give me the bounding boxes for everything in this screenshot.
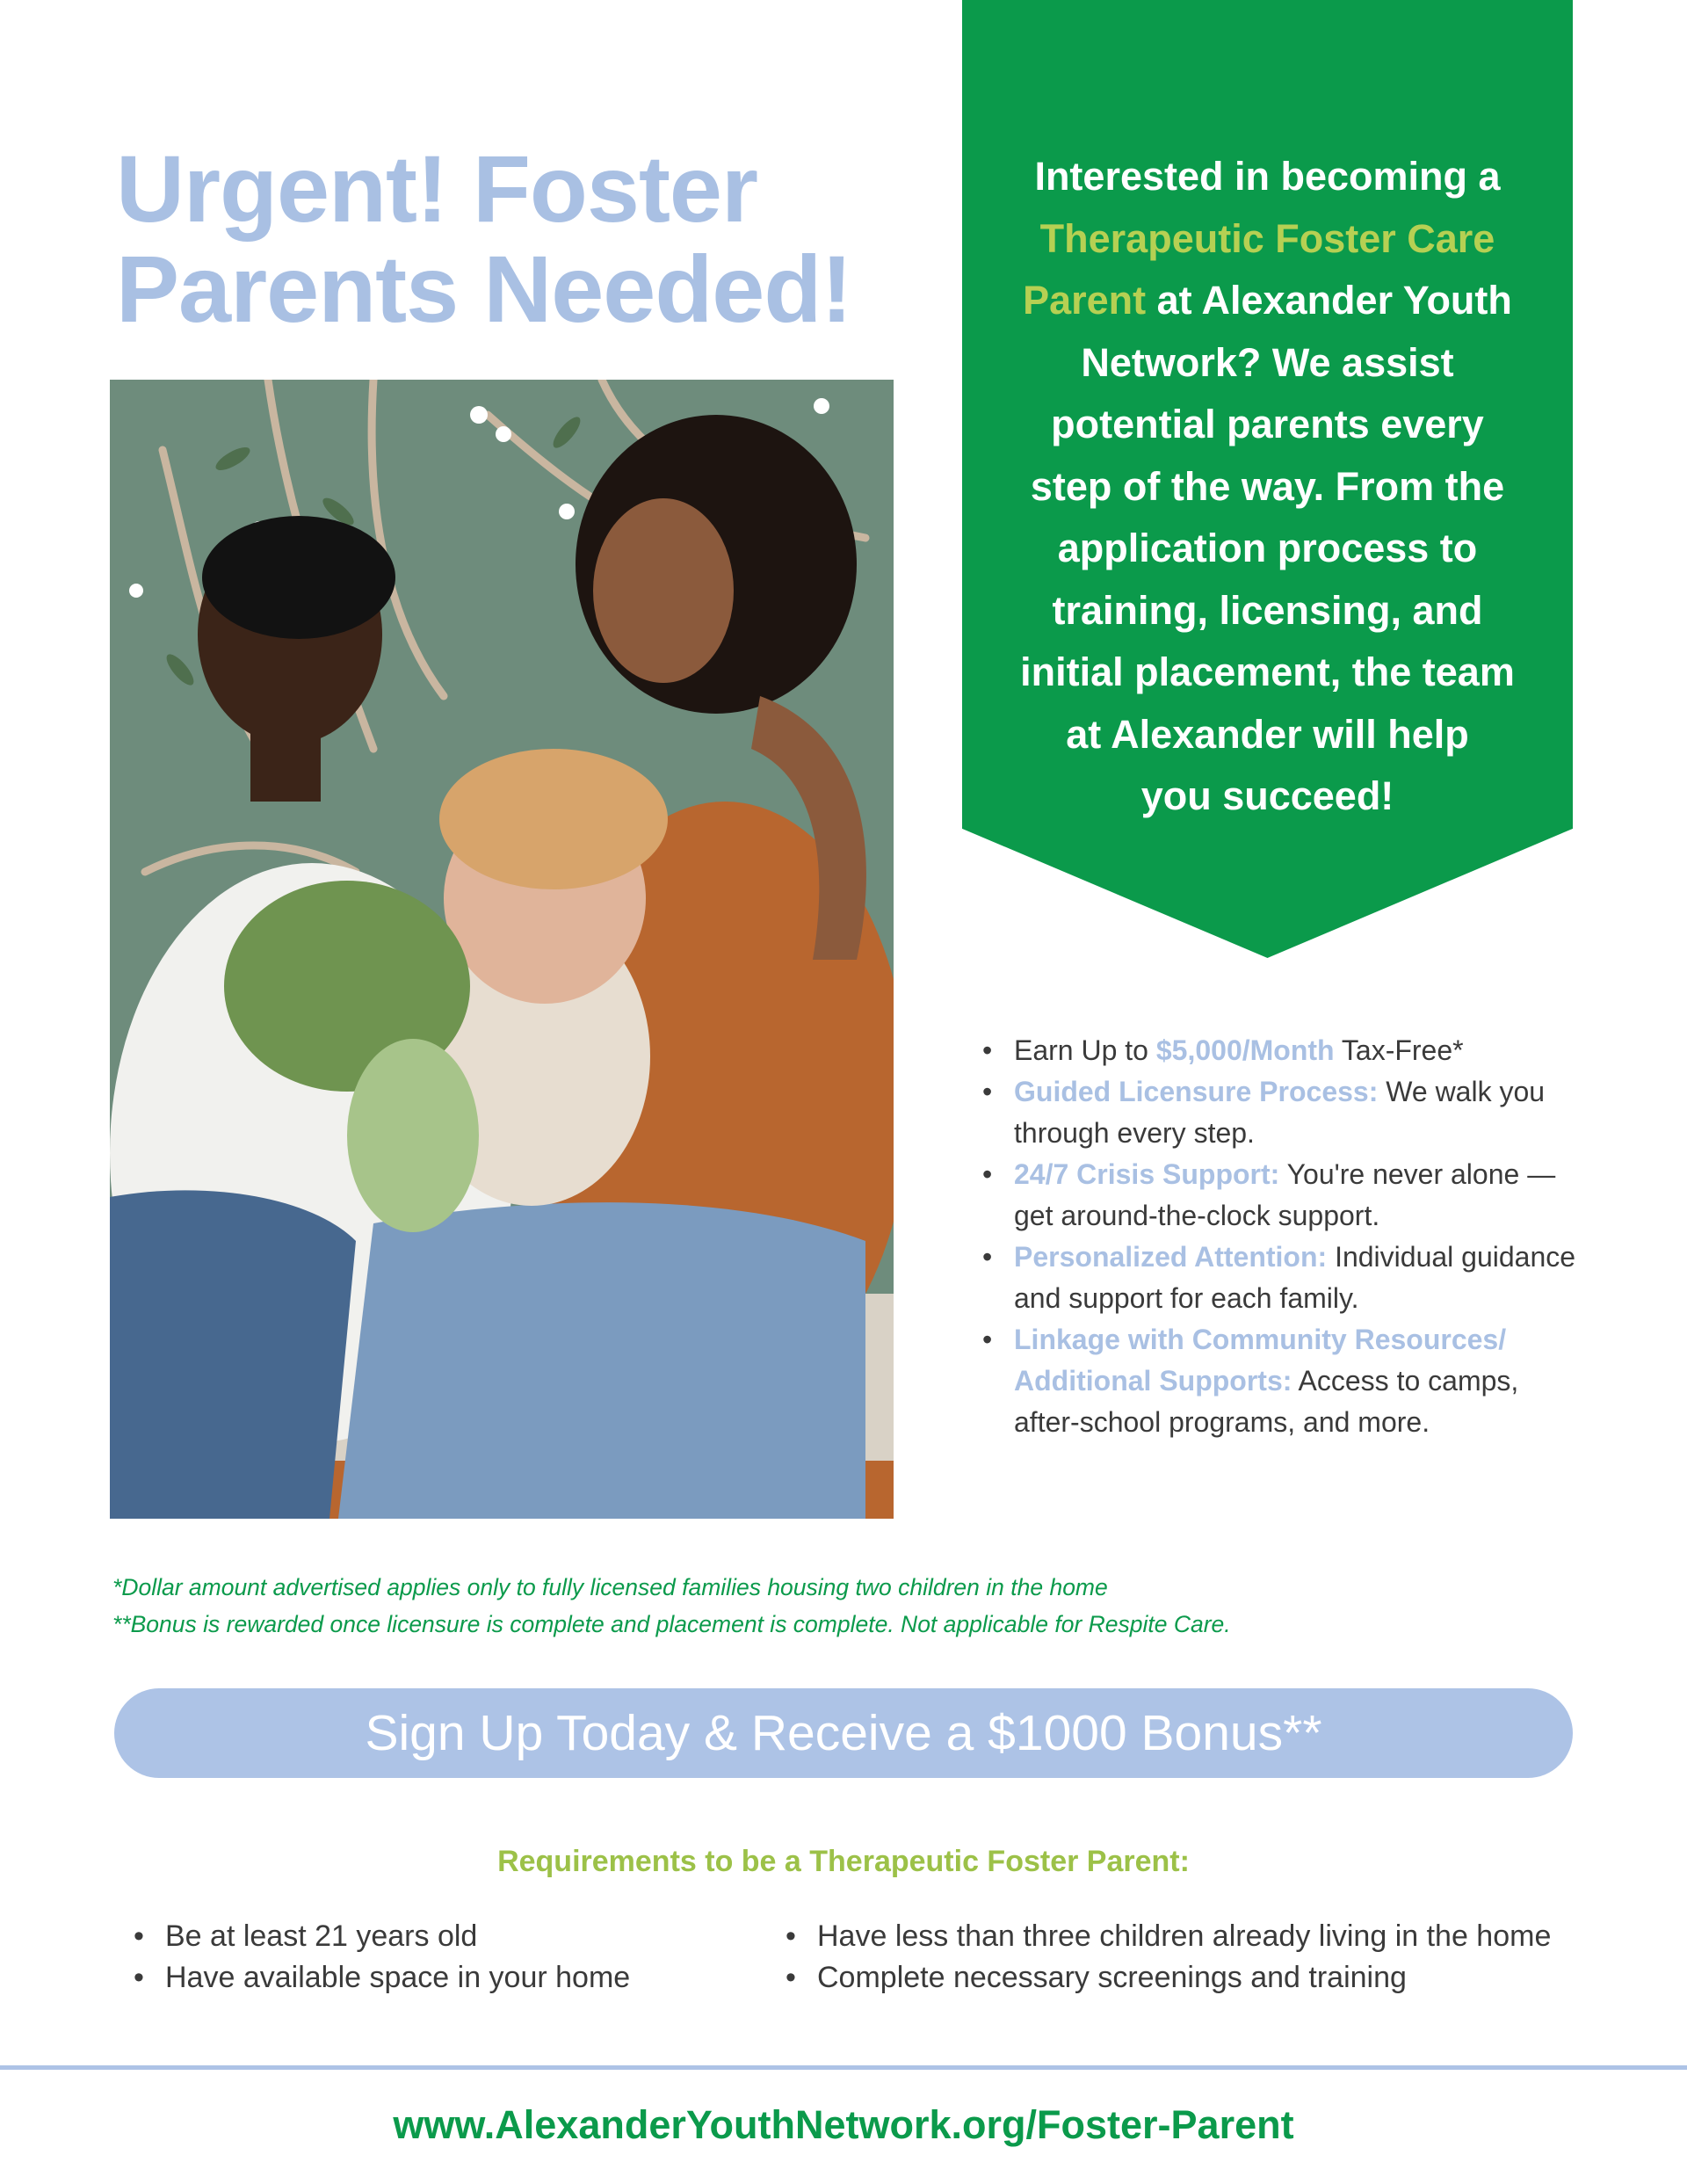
website-link[interactable]: www.AlexanderYouthNetwork.org/Foster-Parent: [393, 2102, 1294, 2147]
ribbon-line: initial placement, the team: [1020, 649, 1515, 694]
list-item: [982, 1154, 1580, 1237]
benefit-text: You're never alone — get around-the-clock support.: [1014, 1158, 1556, 1231]
benefit-text: Access to camps, after-school programs, and more.: [1014, 1365, 1519, 1438]
list-item: [982, 1071, 1580, 1154]
disclaimer-double: **Bonus is rewarded once licensure is complete and placement is complete. Not applicable for Respite Care.: [112, 1611, 1231, 1637]
benefit-key: Guided Licensure Process:: [1014, 1076, 1379, 1107]
list-item: • Have available space in your home: [134, 1957, 784, 1999]
ribbon-line: Network? We assist: [1081, 339, 1454, 385]
benefit-key: 24/7 Crisis Support:: [1014, 1158, 1280, 1190]
ribbon-line: training, licensing, and: [1052, 587, 1483, 633]
list-item: [982, 1319, 1580, 1443]
list-item: • Complete necessary screenings and training: [786, 1957, 1576, 1999]
ribbon-line: you succeed!: [1140, 773, 1394, 818]
family-photo: [110, 380, 894, 1519]
benefit-key: $5,000/Month: [1155, 1034, 1335, 1066]
benefits-list: [982, 1030, 1580, 1443]
benefit-prefix: Earn Up to: [1014, 1034, 1156, 1066]
footer-divider: [0, 2065, 1687, 2070]
benefit-text: Tax-Free*: [1334, 1034, 1464, 1066]
ribbon-line: at Alexander will help: [1066, 711, 1469, 757]
ribbon-line: potential parents every: [1051, 402, 1484, 446]
signup-button[interactable]: Sign Up Today & Receive a $1000 Bonus**: [114, 1688, 1573, 1778]
list-item: • Have less than three children already living in the home: [786, 1916, 1576, 1957]
ribbon-line: at Alexander Youth: [1146, 278, 1512, 323]
benefit-text: We walk you through every step.: [1014, 1076, 1546, 1149]
benefit-key: Personalized Attention:: [1014, 1241, 1328, 1273]
headline-line-1: Urgent! Foster: [116, 135, 758, 242]
ribbon-highlight: Parent: [1023, 278, 1147, 323]
ribbon-text: [993, 146, 1542, 828]
requirements-list-left: [134, 1916, 784, 1999]
list-item: [982, 1030, 1580, 1071]
benefit-text: Individual guidance and support for each family.: [1014, 1241, 1576, 1314]
benefit-key: Linkage with Community Resources/ Additional Supports:: [1014, 1324, 1507, 1397]
ribbon-line: Interested in becoming a: [1034, 154, 1501, 199]
ribbon-line: application process to: [1057, 526, 1478, 570]
requirements-heading: Requirements to be a Therapeutic Foster Parent:: [497, 1845, 1190, 1878]
disclaimer-single: *Dollar amount advertised applies only to fully licensed families housing two children in the home: [112, 1574, 1108, 1600]
ribbon-highlight: Therapeutic Foster Care: [1039, 215, 1495, 261]
ribbon-line: step of the way. From the: [1030, 463, 1505, 509]
requirements-list-right: [786, 1916, 1576, 1999]
headline-line-2: Parents Needed!: [116, 236, 852, 342]
page-title: [116, 135, 924, 342]
list-item: • Be at least 21 years old: [134, 1916, 784, 1957]
list-item: [982, 1237, 1580, 1319]
disclaimers: [112, 1569, 1553, 1643]
